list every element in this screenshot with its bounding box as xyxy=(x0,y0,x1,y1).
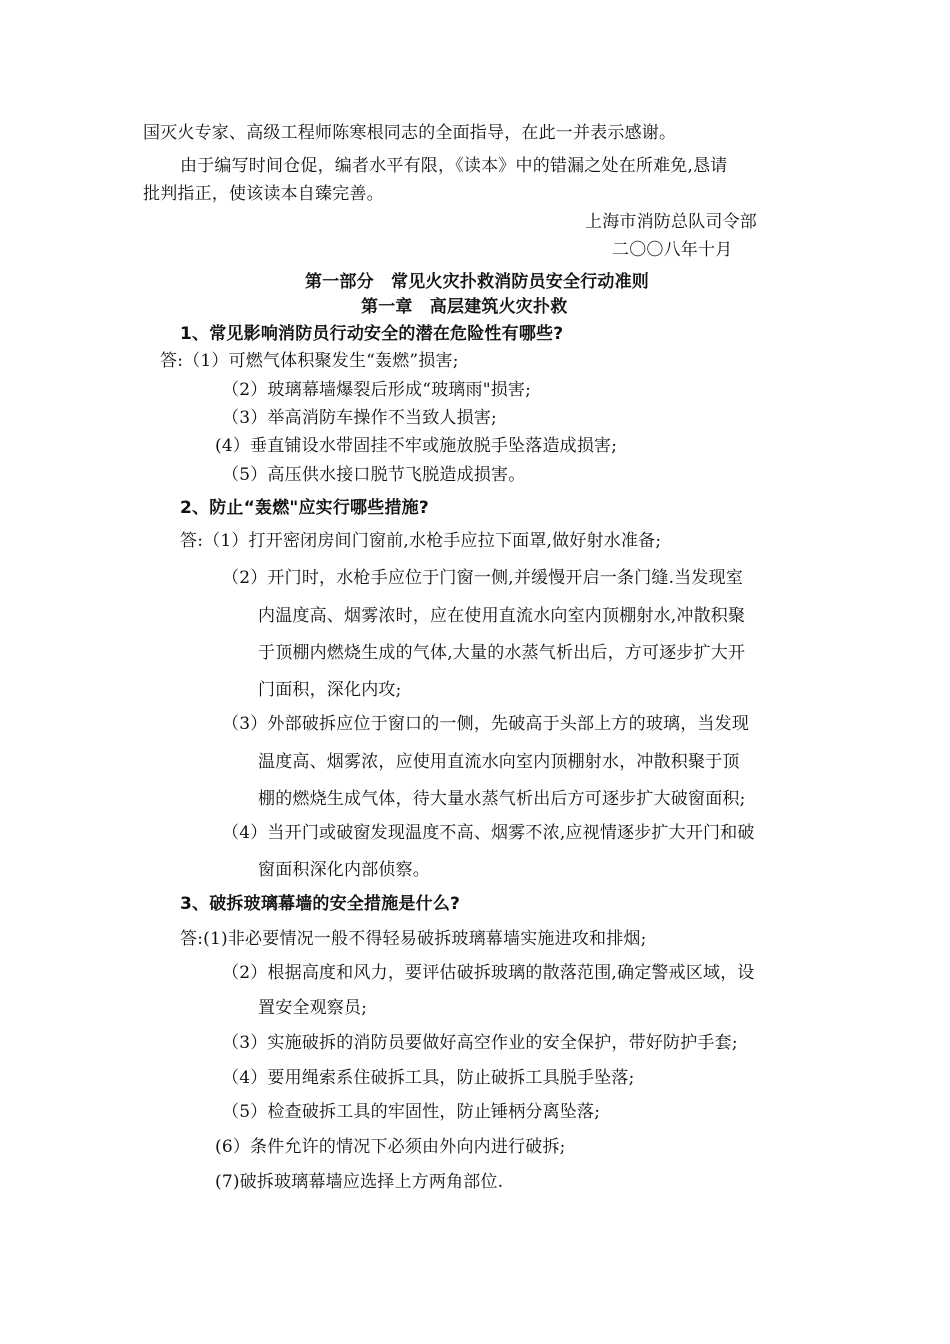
signature-org: 上海市消防总队司令部 xyxy=(585,212,757,232)
q1-answer-4: (4）垂直铺设水带固挂不牢或施放脱手坠落造成损害; xyxy=(215,436,618,456)
q3-answer-1: 答:(1)非必要情况一般不得轻易破拆玻璃幕墙实施进攻和排烟; xyxy=(180,929,647,949)
q1-answer-5: （5）高压供水接口脱节飞脱造成损害。 xyxy=(222,465,526,485)
q2-answer-4-line-1: （4）当开门或破窗发现温度不高、烟雾不浓,应视情逐步扩大开门和破 xyxy=(222,823,755,843)
q3-answer-2-line-1: （2）根据高度和风力，要评估破拆玻璃的散落范围,确定警戒区域，设 xyxy=(222,963,755,983)
q2-answer-2-line-3: 于顶棚内燃烧生成的气体,大量的水蒸气析出后，方可逐步扩大开 xyxy=(258,643,746,663)
q2-answer-2-line-1: （2）开门时，水枪手应位于门窗一侧,并缓慢开启一条门缝.当发现室 xyxy=(222,568,744,588)
q1-answer-3: （3）举高消防车操作不当致人损害; xyxy=(222,408,497,428)
q3-answer-6: (6）条件允许的情况下必须由外向内进行破拆; xyxy=(215,1137,566,1157)
q3-answer-5: （5）检查破拆工具的牢固性，防止锤柄分离坠落; xyxy=(222,1102,601,1122)
question-2: 2、防止“轰燃"应实行哪些措施? xyxy=(180,498,429,518)
q1-answer-1: 答:（1）可燃气体积聚发生“轰燃”损害; xyxy=(160,351,459,371)
q2-answer-3-line-1: （3）外部破拆应位于窗口的一侧，先破高于头部上方的玻璃，当发现 xyxy=(222,714,750,734)
part-title: 第一部分 常见火灾扑救消防员安全行动准则 xyxy=(305,272,649,292)
question-3: 3、破拆玻璃幕墙的安全措施是什么? xyxy=(180,894,461,914)
q3-answer-3: （3）实施破拆的消防员要做好高空作业的安全保护，带好防护手套; xyxy=(222,1033,738,1053)
q3-answer-2-line-2: 置安全观察员; xyxy=(258,998,368,1018)
chapter-title: 第一章 高层建筑火灾扑救 xyxy=(361,297,568,317)
q1-answer-2: （2）玻璃幕墙爆裂后形成“玻璃雨"损害; xyxy=(222,380,532,400)
q2-answer-3-line-3: 棚的燃烧生成气体，待大量水蒸气析出后方可逐步扩大破窗面积; xyxy=(258,789,746,809)
q2-answer-2-line-2: 内温度高、烟雾浓时，应在使用直流水向室内顶棚射水,冲散积聚 xyxy=(258,606,746,626)
q2-answer-2-line-4: 门面积，深化内攻; xyxy=(258,680,402,700)
q3-answer-7: (7)破拆玻璃幕墙应选择上方两角部位. xyxy=(215,1172,504,1192)
q2-answer-4-line-2: 窗面积深化内部侦察。 xyxy=(258,860,430,880)
preface-line-1: 国灭火专家、高级工程师陈寒根同志的全面指导，在此一并表示感谢。 xyxy=(143,123,677,143)
question-1: 1、常见影响消防员行动安全的潜在危险性有哪些? xyxy=(180,324,564,344)
q3-answer-4: （4）要用绳索系住破拆工具，防止破拆工具脱手坠落; xyxy=(222,1068,635,1088)
preface-line-2: 由于编写时间仓促，编者水平有限，《读本》中的错漏之处在所难免,恳请 xyxy=(180,156,728,176)
q2-answer-1: 答:（1）打开密闭房间门窗前,水枪手应拉下面罩,做好射水准备; xyxy=(180,531,662,551)
signature-date: 二〇〇八年十月 xyxy=(612,240,733,260)
preface-line-3: 批判指正，使该读本自臻完善。 xyxy=(143,184,384,204)
q2-answer-3-line-2: 温度高、烟雾浓，应使用直流水向室内顶棚射水，冲散积聚于顶 xyxy=(258,752,740,772)
